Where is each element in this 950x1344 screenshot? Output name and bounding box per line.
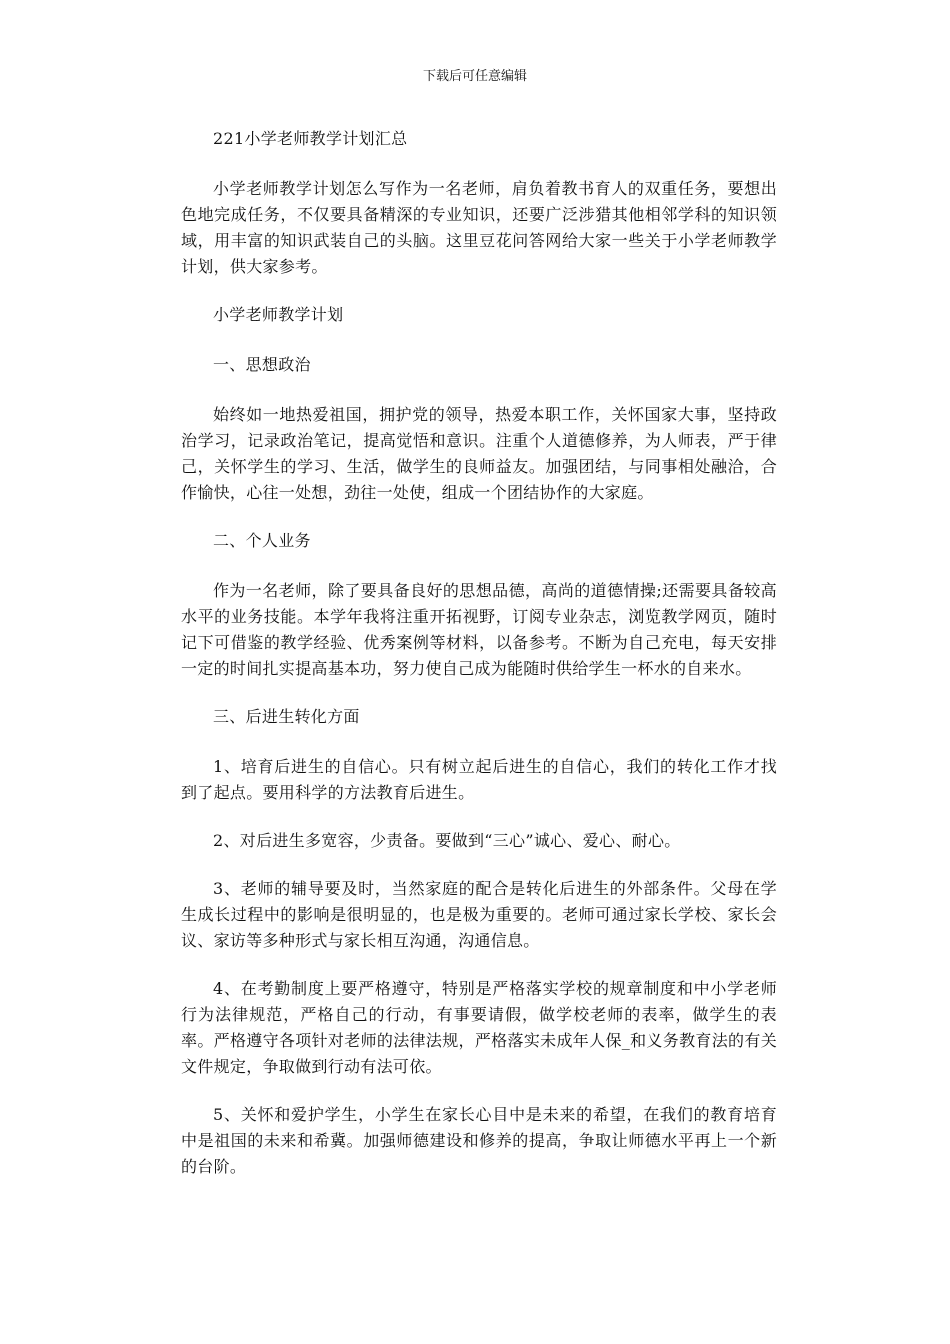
section-heading-underachievers: 三、后进生转化方面 xyxy=(213,707,360,726)
section-heading-personal-work: 二、个人业务 xyxy=(213,531,311,550)
list-item-2: 2、对后进生多宽容，少责备。要做到“三心”诚心、爱心、耐心。 xyxy=(213,831,681,850)
document-title: 221小学老师教学计划汇总 xyxy=(213,129,408,148)
document-body xyxy=(181,126,777,1202)
header-note: 下载后可任意编辑 xyxy=(422,69,527,84)
list-item-3: 3、老师的辅导要及时，当然家庭的配合是转化后进生的外部条件。父母在学生成长过程中的影响是很明显的，也是极为重要的。老师可通过家长学校、家长会议、家访等多种形式与家长相互沟通，沟通信息。 xyxy=(181,879,777,950)
intro-paragraph: 小学老师教学计划怎么写作为一名老师，肩负着教书育人的双重任务，要想出色地完成任务，不仅要具备精深的专业知识，还要广泛涉猎其他相邻学科的知识领域，用丰富的知识武装自己的头脑。这里豆花问答网给大家一些关于小学老师教学计划，供大家参考。 xyxy=(181,179,777,276)
list-item-5: 5、关怀和爱护学生，小学生在家长心目中是未来的希望，在我们的教育培育中是祖国的未来和希冀。加强师德建设和修养的提高，争取让师德水平再上一个新的台阶。 xyxy=(181,1105,777,1176)
list-item-1: 1、培育后进生的自信心。只有树立起后进生的自信心，我们的转化工作才找到了起点。要用科学的方法教育后进生。 xyxy=(181,757,777,802)
section-heading-politics: 一、思想政治 xyxy=(213,355,311,374)
list-item-4: 4、在考勤制度上要严格遵守，特别是严格落实学校的规章制度和中小学老师行为法律规范，严格自己的行动，有事要请假，做学校老师的表率，做学生的表率。严格遵守各项针对老师的法律法规，严格落实未成年人保_和义务教育法的有关文件规定，争取做到行动有法可依。 xyxy=(181,979,777,1076)
section-title: 小学老师教学计划 xyxy=(213,305,344,324)
paragraph-politics: 始终如一地热爱祖国，拥护党的领导，热爱本职工作，关怀国家大事，坚持政治学习，记录政治笔记，提高觉悟和意识。注重个人道德修养，为人师表，严于律己，关怀学生的学习、生活，做学生的良师益友。加强团结，与同事相处融洽，合作愉快，心往一处想，劲往一处使，组成一个团结协作的大家庭。 xyxy=(181,405,777,502)
paragraph-personal-work: 作为一名老师，除了要具备良好的思想品德，高尚的道德情操;还需要具备较高水平的业务技能。本学年我将注重开拓视野，订阅专业杂志，浏览教学网页，随时记下可借鉴的教学经验、优秀案例等材料，以备参考。不断为自己充电，每天安排一定的时间扎实提高基本功，努力使自己成为能随时供给学生一杯水的自来水。 xyxy=(181,581,777,678)
